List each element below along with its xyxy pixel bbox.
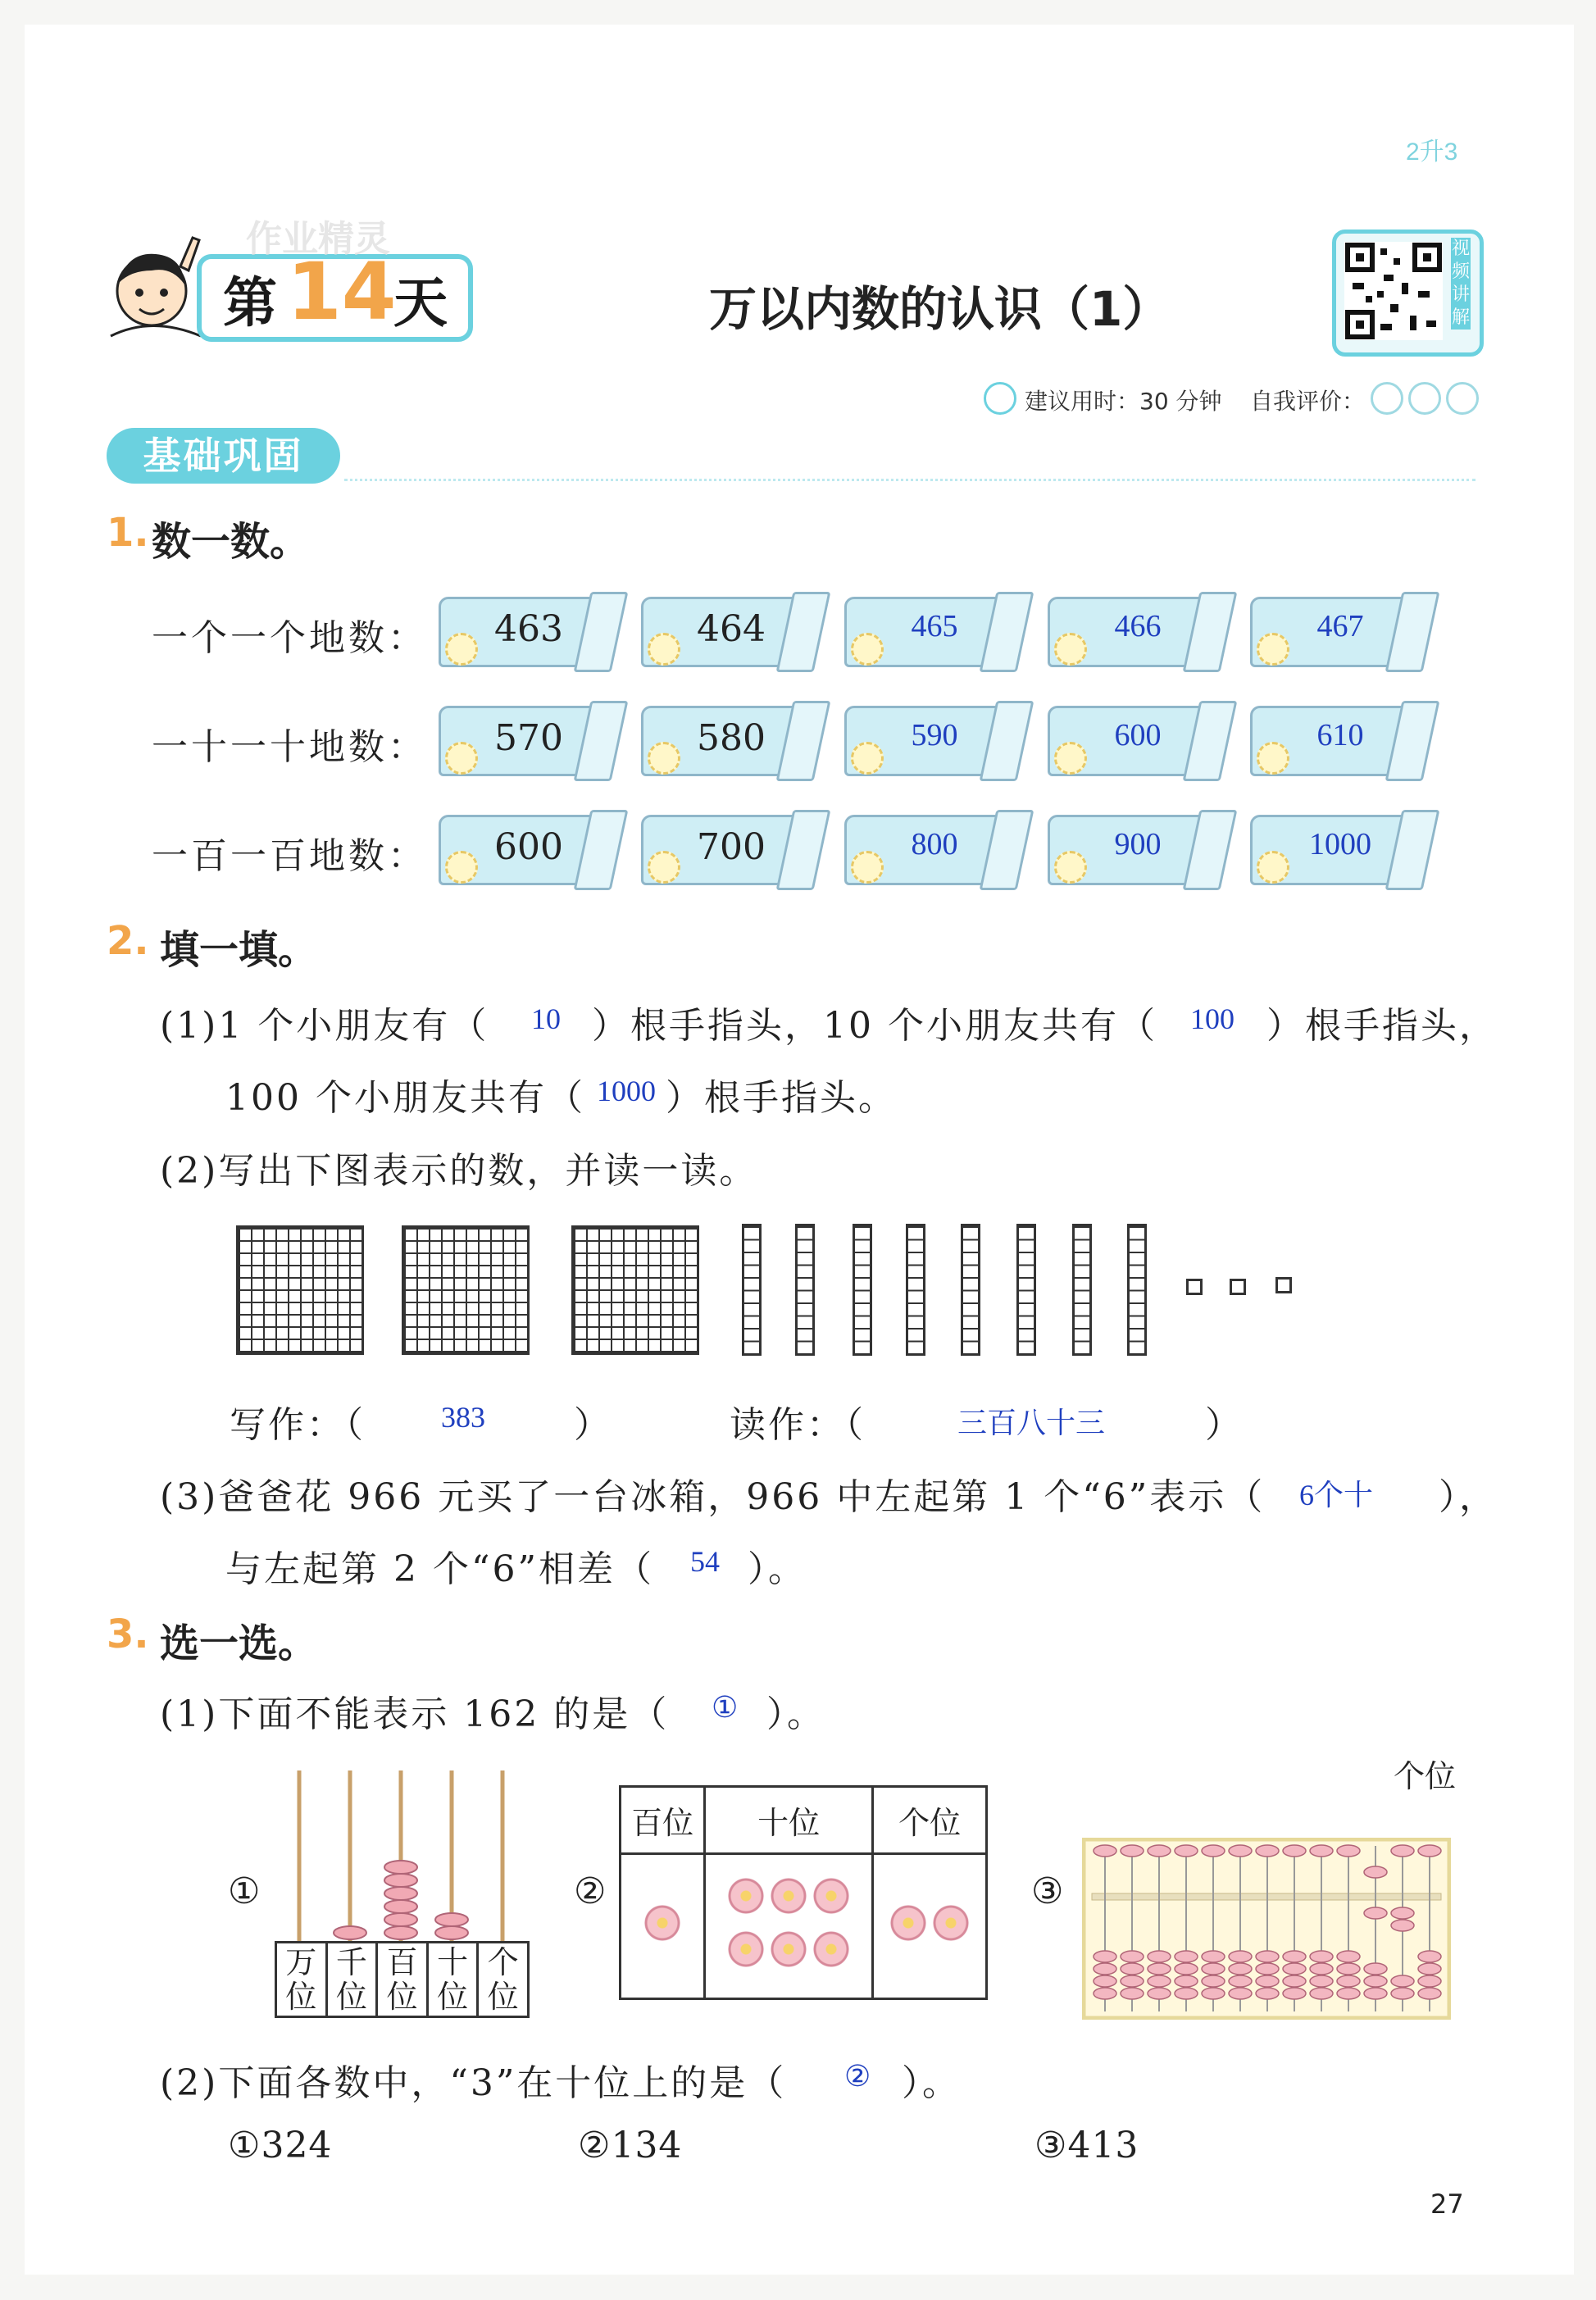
abacus-bead — [1094, 1975, 1116, 1987]
abacus-bead — [1310, 1963, 1333, 1975]
qr-code-icon — [1344, 242, 1443, 340]
flower-icon — [771, 1878, 807, 1914]
hundreds-cell — [621, 1854, 705, 1999]
q3-p1-text: ）。 — [766, 1693, 825, 1735]
abacus-bead — [1175, 1845, 1198, 1857]
q2-p3-text: ）。 — [748, 1548, 807, 1590]
section-tag: 基础巩固 — [107, 428, 340, 484]
flower-icon — [771, 1931, 807, 1967]
place-label: 百位 — [378, 1943, 429, 2016]
smile-face-icon[interactable] — [1371, 382, 1403, 415]
abacus-bead — [1256, 1951, 1279, 1962]
number-tent-card — [641, 701, 821, 776]
option-1-marker: ① — [228, 1870, 263, 1912]
ten-rod — [1072, 1224, 1092, 1356]
write-label: 写作：（ — [230, 1404, 366, 1446]
flower-icon — [728, 1878, 764, 1914]
unit-cube — [1275, 1277, 1292, 1293]
tent-value: 570 — [494, 717, 563, 759]
place-labels — [277, 1943, 527, 2016]
abacus-bead — [1121, 1975, 1144, 1987]
q2-p1-text: 100 个小朋友共有（ — [225, 1077, 585, 1119]
abacus-bead — [1364, 1963, 1387, 1975]
flower-icon — [728, 1931, 764, 1967]
tent-value: 800 — [911, 827, 958, 861]
abacus-bead — [1337, 1988, 1360, 1999]
qr-side-label: 视频讲解 — [1451, 239, 1470, 328]
abacus-bead — [1283, 1988, 1306, 1999]
abacus-bead — [1094, 1988, 1116, 1999]
abacus-bead — [1256, 1988, 1279, 1999]
abacus-bead — [1391, 1907, 1414, 1919]
q2-title: 填一填。 — [160, 927, 318, 973]
abacus-bead — [1418, 1845, 1441, 1857]
abacus-bead — [1418, 1951, 1441, 1962]
abacus-bead — [1256, 1845, 1279, 1857]
abacus-bead — [1283, 1951, 1306, 1962]
write-answer: 383 — [441, 1401, 485, 1434]
q1-row-label: 一十一十地数： — [152, 726, 427, 768]
abacus-bead — [1391, 1920, 1414, 1931]
hundred-block — [402, 1225, 530, 1355]
abacus-bead — [1121, 1845, 1144, 1857]
abacus-bead — [1148, 1975, 1171, 1987]
abacus-bead — [1364, 1988, 1387, 1999]
q2-p1-answer: 10 — [531, 1002, 561, 1035]
table-header: 个位 — [873, 1787, 987, 1854]
number-tent-card — [1250, 701, 1430, 776]
abacus-bead — [1337, 1845, 1360, 1857]
number-tent-card — [844, 592, 1025, 667]
flower-icon — [813, 1931, 849, 1967]
abacus-bead — [1094, 1963, 1116, 1975]
abacus-bead — [1229, 1975, 1252, 1987]
ten-rod — [1016, 1224, 1036, 1356]
flower-icon — [933, 1905, 969, 1941]
abacus-bead — [1148, 1951, 1171, 1962]
number-tent-card — [439, 810, 619, 885]
ten-rod — [906, 1224, 925, 1356]
tent-value: 1000 — [1309, 827, 1371, 861]
q2-p3-text: 与左起第 2 个“6”相差（ — [225, 1548, 654, 1590]
page-number: 27 — [1430, 2189, 1464, 2220]
abacus-bead — [1202, 1845, 1225, 1857]
abacus-bead — [1337, 1951, 1360, 1962]
number-tent-card — [439, 701, 619, 776]
abacus-bead — [1391, 1975, 1414, 1987]
abacus-bead — [1283, 1845, 1306, 1857]
table-header: 百位 — [621, 1787, 705, 1854]
choice-3: ③413 — [1034, 2125, 1139, 2166]
place-label: 千位 — [328, 1943, 379, 2016]
abacus-bead — [1418, 1988, 1441, 1999]
neutral-face-icon[interactable] — [1408, 382, 1441, 415]
abacus-bead — [1229, 1988, 1252, 1999]
q3-p2-text: ）。 — [902, 2062, 961, 2104]
q2-p1-answer: 100 — [1190, 1002, 1235, 1035]
q2-p3-answer: 6个十 — [1299, 1479, 1374, 1511]
section-divider — [344, 479, 1476, 481]
q2-p1-text: ）根手指头，10 个小朋友共有（ — [592, 1005, 1157, 1047]
q1-number: 1. — [107, 510, 149, 556]
choice-2: ②134 — [578, 2125, 683, 2166]
q2-p2-text: (2)写出下图表示的数，并读一读。 — [160, 1150, 758, 1192]
q2-number: 2. — [107, 918, 149, 964]
q2-p1-answer: 1000 — [597, 1075, 656, 1107]
abacus-bead — [1202, 1988, 1225, 1999]
unit-cube — [1230, 1279, 1246, 1295]
ten-rod — [795, 1224, 815, 1356]
day-prefix: 第 — [223, 271, 277, 334]
abacus-bead — [1202, 1975, 1225, 1987]
abacus-bead — [1256, 1963, 1279, 1975]
number-tent-card — [641, 592, 821, 667]
read-answer: 三百八十三 — [957, 1407, 1106, 1439]
abacus-bead — [1337, 1963, 1360, 1975]
tens-cell — [705, 1854, 873, 1999]
tent-value: 700 — [697, 826, 766, 868]
abacus-bead — [1283, 1975, 1306, 1987]
abacus-bead — [1364, 1866, 1387, 1878]
q2-p3-text: (3)爸爸花 966 元买了一台冰箱，966 中左起第 1 个“6”表示（ — [160, 1476, 1266, 1518]
abacus-bead — [1229, 1845, 1252, 1857]
close-paren: ） — [574, 1404, 612, 1446]
abacus-bead — [1391, 1988, 1414, 1999]
abacus-bead — [1310, 1845, 1333, 1857]
day-suffix: 天 — [393, 271, 448, 334]
abacus-bead — [1229, 1951, 1252, 1962]
abacus-bead — [1418, 1975, 1441, 1987]
abacus-bead — [1094, 1951, 1116, 1962]
tent-value: 580 — [697, 717, 766, 759]
abacus-bead — [1094, 1845, 1116, 1857]
abacus-bead — [1310, 1988, 1333, 1999]
number-tent-card — [844, 701, 1025, 776]
read-label: 读作：（ — [730, 1404, 866, 1446]
clock-icon — [984, 382, 1016, 415]
watermark: 作业精灵 — [246, 218, 390, 260]
ones-place-label: 个位 — [1394, 1758, 1457, 1794]
number-tent-card — [1048, 810, 1228, 885]
abacus-bead — [1175, 1988, 1198, 1999]
q3-p1-answer: ① — [712, 1691, 739, 1724]
abacus-bead — [1148, 1988, 1171, 1999]
abacus-bead — [1202, 1963, 1225, 1975]
tent-value: 610 — [1316, 718, 1364, 752]
q2-p1-text: (1)1 个小朋友有（ — [160, 1005, 489, 1047]
unit-cube — [1186, 1279, 1203, 1295]
q1-title: 数一数。 — [152, 519, 310, 565]
choice-1: ①324 — [228, 2125, 333, 2166]
place-label: 个位 — [487, 1944, 519, 2015]
abacus-bead — [1391, 1845, 1414, 1857]
abacus-bead — [1256, 1975, 1279, 1987]
option-3-marker: ③ — [1031, 1870, 1066, 1912]
abacus-bead — [1175, 1963, 1198, 1975]
flower-icon — [644, 1905, 680, 1941]
q1-row-label: 一百一百地数： — [152, 835, 427, 877]
ones-cell — [873, 1854, 987, 1999]
abacus-bead — [1175, 1951, 1198, 1962]
ten-rod — [853, 1224, 872, 1356]
number-tent-card — [844, 810, 1025, 885]
tent-value: 466 — [1114, 609, 1162, 643]
ten-rod — [742, 1224, 762, 1356]
abacus-bead — [1310, 1975, 1333, 1987]
q3-p2-answer: ② — [844, 2060, 871, 2093]
counting-frame — [275, 1770, 529, 1951]
number-tent-card — [1250, 592, 1430, 667]
option-2-marker: ② — [574, 1870, 609, 1912]
tent-value: 900 — [1114, 827, 1162, 861]
q2-p1-text: ）根手指头。 — [666, 1077, 897, 1119]
abacus-bead — [1121, 1988, 1144, 1999]
abacus-bead — [1337, 1975, 1360, 1987]
flower-icon — [890, 1905, 926, 1941]
ten-rod — [1127, 1224, 1147, 1356]
place-label: 十位 — [429, 1943, 480, 2016]
suggested-time: 建议用时：30 分钟 — [1025, 388, 1222, 415]
tent-value: 590 — [911, 718, 958, 752]
number-tent-card — [1250, 810, 1430, 885]
abacus-bead — [1229, 1963, 1252, 1975]
q3-number: 3. — [107, 1611, 149, 1657]
abacus-bead — [1364, 1975, 1387, 1987]
q3-p1-text: (1)下面不能表示 162 的是（ — [160, 1693, 670, 1735]
q2-p1-text: ）根手指头， — [1266, 1005, 1498, 1047]
q1-row-label: 一个一个地数： — [152, 617, 427, 659]
day-number: 14 — [287, 246, 397, 338]
tent-value: 467 — [1316, 609, 1364, 643]
abacus-bead — [1121, 1963, 1144, 1975]
place-label: 万位 — [277, 1943, 328, 2016]
hundred-block — [571, 1225, 699, 1355]
tent-value: 463 — [494, 608, 563, 650]
q3-p2-text: (2)下面各数中，“3”在十位上的是（ — [160, 2062, 787, 2104]
number-tent-card — [1048, 592, 1228, 667]
tent-value: 600 — [1114, 718, 1162, 752]
tent-value: 464 — [697, 608, 766, 650]
page-title: 万以内数的认识（1） — [709, 281, 1171, 337]
sad-face-icon[interactable] — [1446, 382, 1479, 415]
q3-title: 选一选。 — [160, 1620, 318, 1666]
ten-rod — [961, 1224, 980, 1356]
abacus-bead — [1148, 1963, 1171, 1975]
abacus-bead — [1121, 1951, 1144, 1962]
tent-value: 465 — [911, 609, 958, 643]
number-tent-card — [641, 810, 821, 885]
tent-value: 600 — [494, 826, 563, 868]
number-tent-card — [1048, 701, 1228, 776]
self-eval-label: 自我评价： — [1250, 388, 1366, 415]
table-header: 十位 — [705, 1787, 873, 1854]
abacus-bead — [1148, 1845, 1171, 1857]
abacus — [1082, 1838, 1451, 2020]
close-paren: ） — [1205, 1404, 1244, 1446]
abacus-bead — [1418, 1963, 1441, 1975]
place-value-table — [619, 1785, 988, 2000]
abacus-bead — [1283, 1963, 1306, 1975]
abacus-bead — [1310, 1951, 1333, 1962]
number-tent-card — [439, 592, 619, 667]
q2-p3-text: ）， — [1439, 1476, 1498, 1518]
hundred-block — [236, 1225, 364, 1355]
abacus-bead — [1175, 1975, 1198, 1987]
abacus-bead — [1202, 1951, 1225, 1962]
flower-icon — [813, 1878, 849, 1914]
abacus-bead — [1364, 1907, 1387, 1919]
q2-p3-answer: 54 — [690, 1545, 720, 1578]
grade-label: 2升3 — [1406, 139, 1458, 166]
counting-frame-labels — [275, 1941, 530, 2018]
